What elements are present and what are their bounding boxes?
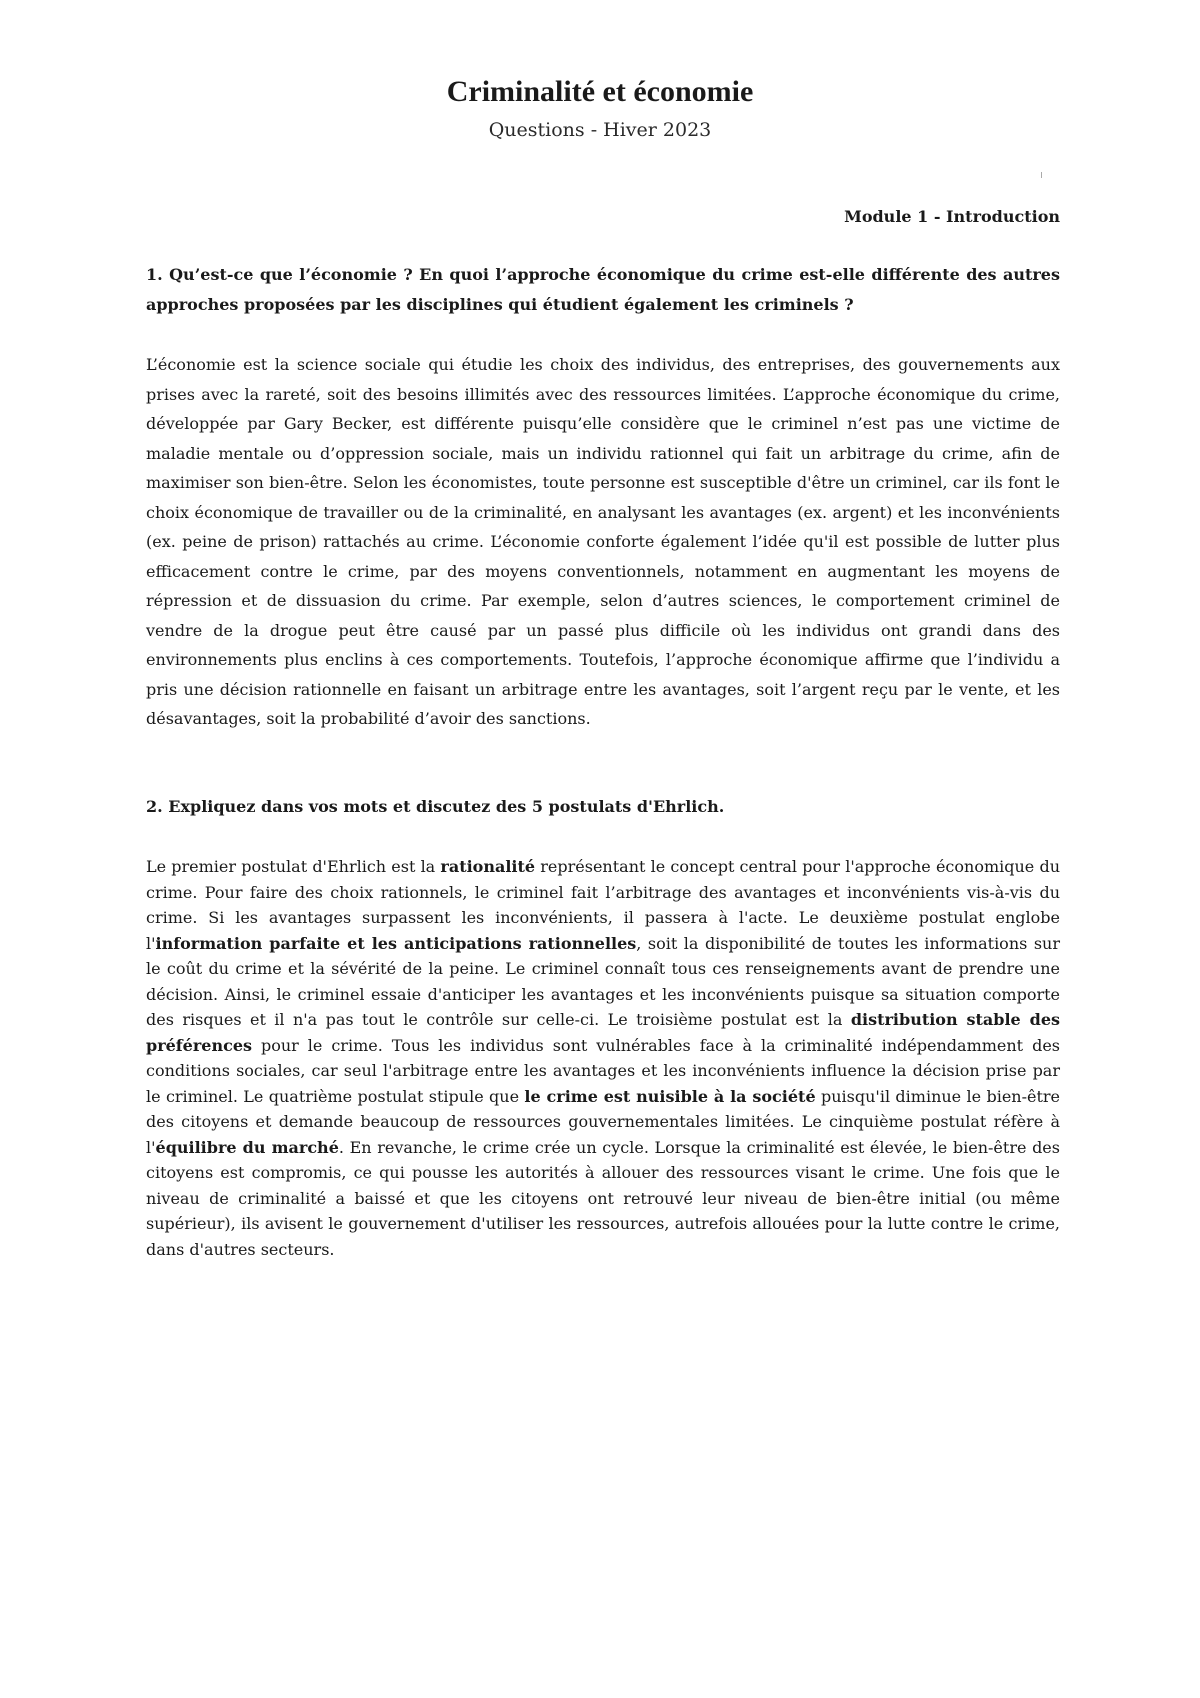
postulate-market-equilibrium: équilibre du marché [155,1137,339,1157]
answer-2-part-0: Le premier postulat d'Ehrlich est la [146,857,441,876]
question-1-block [146,260,1060,320]
answer-2-part-2: représentant le concept central pour l'approche économique du crime. Pour faire des choix rationnels, le criminel fait l’arbitrage des avantages et inconvénients vis-à-vis du crime. Si les avantages surpassent les inconvénients, il passera à l'acte. Le deuxième postulat englobe l' [146,857,1060,953]
stray-mark [1041,172,1042,178]
question-2-text: 2. Expliquez dans vos mots et discutez des 5 postulats d'Ehrlich. [146,797,725,816]
answer-1-block [146,350,1060,734]
answer-2-part-8: puisqu'il diminue le bien-être des citoyens et demande beaucoup de ressources gouvernementales limitées. Le cinquième postulat réfère à l' [146,1086,1061,1157]
answer-2-block [146,854,1060,1262]
answer-2-part-10: . En revanche, le crime crée un cycle. Lorsque la criminalité est élevée, le bien-être des citoyens est compromis, ce qui pousse les autorités à allouer des ressources visant le crime. Une fois que le niveau de criminalité a baissé et que les citoyens ont retrouvé leur niveau de bien-être initial (ou même supérieur), ils avisent le gouvernement d'utiliser les ressources, autrefois allouées pour la lutte contre le crime, dans d'autres secteurs. [146,1137,1060,1259]
postulate-perfect-information: information parfaite et les anticipations rationnelles [155,933,637,953]
question-2-block [146,792,1060,822]
answer-2-text [146,854,1060,1262]
postulate-rationality: rationalité [440,857,536,876]
document-subtitle: Questions - Hiver 2023 [488,119,712,141]
module-heading: Module 1 - Introduction [844,207,1060,226]
answer-2-part-6: pour le crime. Tous les individus sont vulnérables face à la criminalité indépendamment des conditions sociales, car seul l'arbitrage entre les avantages et les inconvénients influence la décision prise par le criminel. Le quatrième postulat stipule que [146,1035,1060,1106]
postulate-crime-harmful: le crime est nuisible à la société [524,1086,816,1106]
postulate-stable-preferences: distribution stable des préférences [146,1010,1061,1055]
question-1-text: 1. Qu’est-ce que l’économie ? En quoi l’approche économique du crime est-elle différente des autres approches proposées par les disciplines qui étudient également les criminels ? [146,265,1060,314]
document-title: Criminalité et économie [446,75,754,108]
answer-1-text: L’économie est la science sociale qui étudie les choix des individus, des entreprises, des gouvernements aux prises avec la rareté, soit des besoins illimités avec des ressources limitées. L’approche économique du crime, développée par Gary Becker, est différente puisqu’elle considère que le criminel n’est pas une victime de maladie mentale ou d’oppression sociale, mais un individu rationnel qui fait un arbitrage du crime, afin de maximiser son bien-être. Selon les économistes, toute personne est susceptible d'être un criminel, car ils font le choix économique de travailler ou de la criminalité, en analysant les avantages (ex. argent) et les inconvénients (ex. peine de prison) rattachés au crime. L’économie conforte également l’idée qu'il est possible de lutter plus efficacement contre le crime, par des moyens conventionnels, notamment en augmentant les moyens de répression et de dissuasion du crime. Par exemple, selon d’autres sciences, le comportement criminel de vendre de la drogue peut être causé par un passé plus difficile où les individus ont grandi dans des environnements plus enclins à ces comportements. Toutefois, l’approche économique affirme que l’individu a pris une décision rationnelle en faisant un arbitrage entre les avantages, soit l’argent reçu par le vente, et les désavantages, soit la probabilité d’avoir des sanctions. [146,355,1060,728]
answer-2-part-4: , soit la disponibilité de toutes les informations sur le coût du crime et la sévérité de la peine. Le criminel connaît tous ces renseignements avant de prendre une décision. Ainsi, le criminel essaie d'anticiper les avantages et les inconvénients puisque sa situation comporte des risques et il n'a pas tout le contrôle sur celle-ci. Le troisième postulat est la [146,933,1061,1029]
